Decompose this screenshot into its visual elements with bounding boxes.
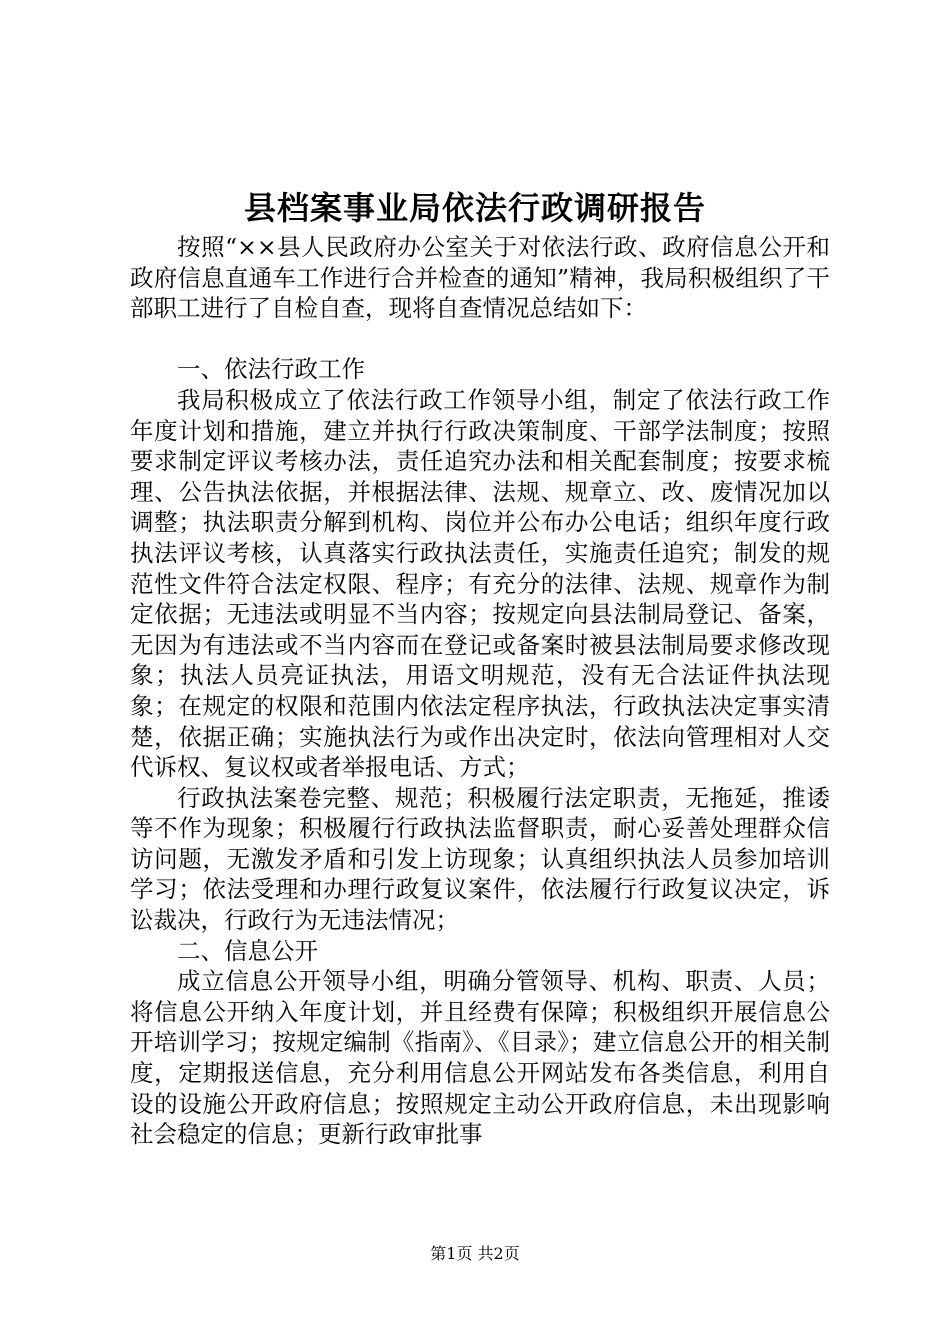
- section2-paragraph-1: 成立信息公开领导小组，明确分管领导、机构、职责、人员；将信息公开纳入年度计划，并且经费有保障；积极组织开展信息公开培训学习；按规定编制《指南》、《目录》；建立信息公开的相关制度，定期报送信息，充分利用信息公开网站发布各类信息，利用自设的设施公开政府信息；按照规定主动公开政府信息，未出现影响社会稳定的信息；更新行政审批事: [130, 967, 830, 1149]
- section1-paragraph-1: 我局积极成立了依法行政工作领导小组，制定了依法行政工作年度计划和措施，建立并执行行政决策制度、干部学法制度；按照要求制定评议考核办法，责任追究办法和相关配套制度；按要求梳理、公告执法依据，并根据法律、法规、规章立、改、废情况加以调整；执法职责分解到机构、岗位并公布办公电话；组织年度行政执法评议考核，认真落实行政执法责任，实施责任追究；制发的规范性文件符合法定权限、程序；有充分的法律、法规、规章作为制定依据；无违法或明显不当内容；按规定向县法制局登记、备案，无因为有违法或不当内容而在登记或备案时被县法制局要求修改现象；执法人员亮证执法，用语文明规范，没有无合法证件执法现象；在规定的权限和范围内依法定程序执法，行政执法决定事实清楚，依据正确；实施执法行为或作出决定时，依法向管理相对人交代诉权、复议权或者举报电话、方式；: [130, 385, 830, 782]
- document-title: 县档案事业局依法行政调研报告: [243, 189, 706, 227]
- page-number-footer: 第1页 共2页: [430, 1244, 520, 1263]
- section-heading-information-disclosure: 二、信息公开: [177, 936, 318, 965]
- paragraph-spacer: [130, 324, 830, 355]
- section-heading-law-administration: 一、依法行政工作: [177, 355, 365, 384]
- document-body: [130, 232, 830, 1150]
- intro-paragraph: 按照“××县人民政府办公室关于对依法行政、政府信息公开和政府信息直通车工作进行合并检查的通知”精神，我局积极组织了干部职工进行了自检自查，现将自查情况总结如下：: [130, 233, 830, 323]
- section1-paragraph-2: 行政执法案卷完整、规范；积极履行法定职责，无拖延，推诿等不作为现象；积极履行行政执法监督职责，耐心妥善处理群众信访问题，无激发矛盾和引发上访现象；认真组织执法人员参加培训学习；依法受理和办理行政复议案件，依法履行行政复议决定，诉讼裁决，行政行为无违法情况；: [130, 783, 830, 935]
